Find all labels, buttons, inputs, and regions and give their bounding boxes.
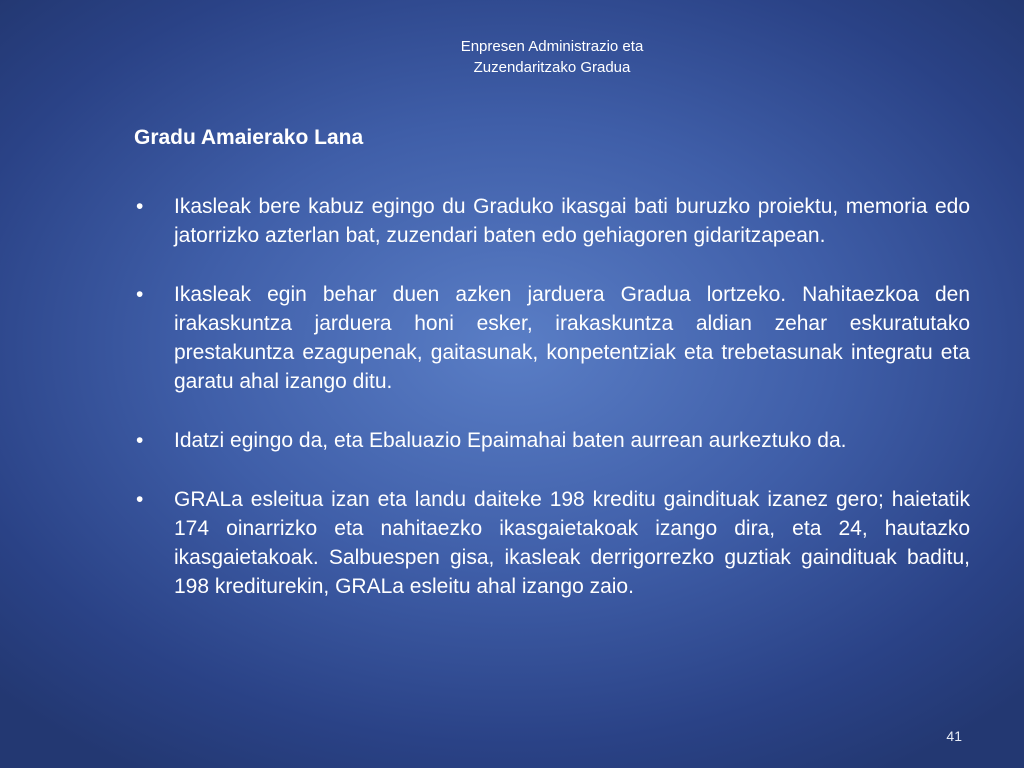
section-title: Gradu Amaierako Lana — [134, 126, 364, 149]
header-line-1: Enpresen Administrazio eta — [460, 38, 644, 55]
slide-header — [0, 36, 1024, 78]
header-line-2: Zuzendaritzako Gradua — [473, 59, 631, 76]
bullet-mark: • — [136, 429, 144, 452]
bullet-item — [134, 485, 970, 601]
bullet-mark: • — [136, 488, 144, 511]
bullet-mark: • — [136, 195, 144, 218]
bullet-text: GRALa esleitua izan eta landu daiteke 198 kreditu gaindituak izanez gero; haietatik 174 oinarrizko eta nahitaezko ikasgaietakoak izango dira, eta 24, hautazko ikasgaietakoak. Salbuespen gisa, ikasleak derrigorrezko guztiak gaindituak baditu, 198 krediturekin, GRALa esleitu ahal izango zaio. — [174, 488, 970, 598]
bullet-item — [134, 280, 970, 396]
bullet-item — [134, 426, 970, 455]
bullet-text: Ikasleak bere kabuz egingo du Graduko ikasgai bati buruzko proiektu, memoria edo jatorrizko azterlan bat, zuzendari baten edo gehiagoren gidaritzapean. — [174, 195, 970, 247]
bullet-item — [134, 192, 970, 250]
page-number: 41 — [946, 728, 962, 744]
bullet-mark: • — [136, 283, 144, 306]
bullet-text: Idatzi egingo da, eta Ebaluazio Epaimahai baten aurrean aurkeztuko da. — [174, 429, 847, 452]
bullet-text: Ikasleak egin behar duen azken jarduera Gradua lortzeko. Nahitaezkoa den irakaskuntza jarduera honi esker, irakaskuntza aldian zehar eskuratutako prestakuntza ezagupenak, gaitasunak, konpetentziak eta trebetasunak integratu eta garatu ahal izango ditu. — [174, 283, 970, 393]
bullet-list — [134, 192, 970, 631]
